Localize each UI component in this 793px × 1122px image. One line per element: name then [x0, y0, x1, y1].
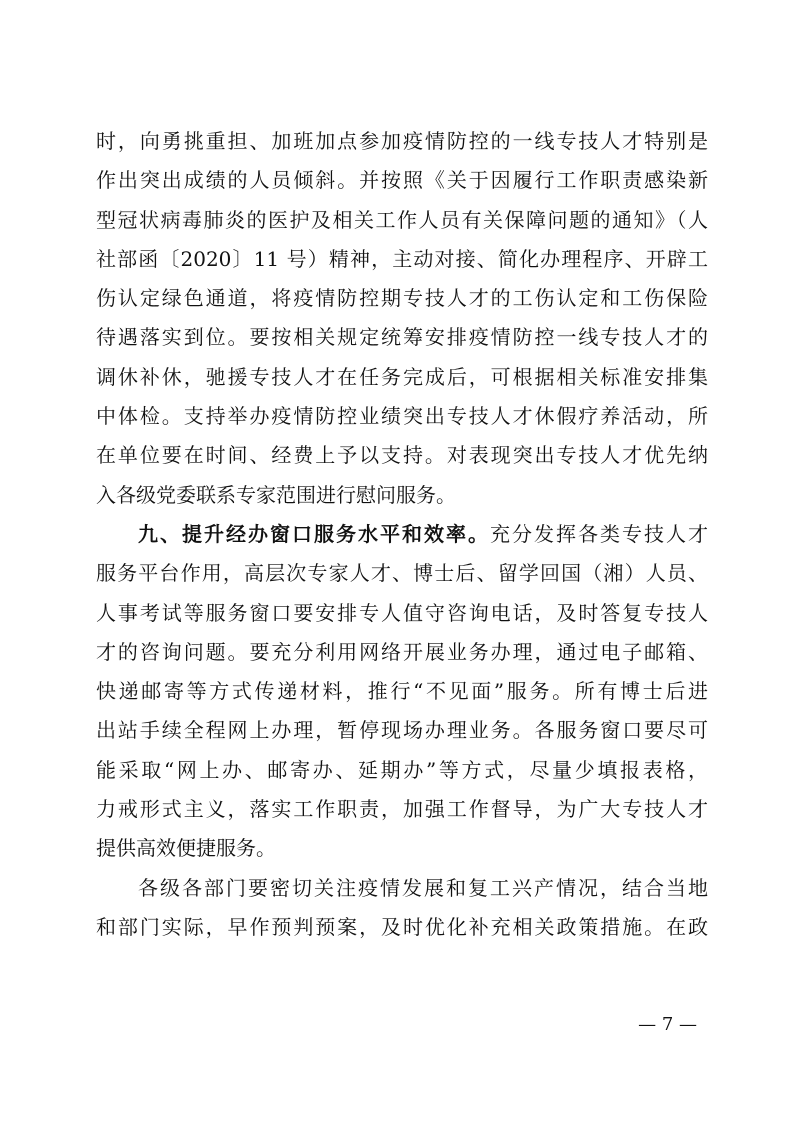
text-line: 型冠状病毒肺炎的医护及相关工作人员有关保障问题的通知》（人 — [96, 207, 708, 232]
text-line: 服务平台作用，高层次专家人才、博士后、留学回国（湘）人员、 — [96, 561, 708, 586]
text-line: 伤认定绿色通道，将疫情防控期专技人才的工伤认定和工伤保险 — [96, 286, 708, 311]
text-line: 出站手续全程网上办理，暂停现场办理业务。各服务窗口要尽可 — [96, 718, 708, 743]
text-line: 社部函〔2020〕11 号）精神，主动对接、简化办理程序、开辟工 — [96, 246, 708, 271]
text-line: 时，向勇挑重担、加班加点参加疫情防控的一线专技人才特别是 — [96, 129, 708, 153]
text-line: 作出突出成绩的人员倾斜。并按照《关于因履行工作职责感染新 — [96, 168, 708, 193]
text-line: 在单位要在时间、经费上予以支持。对表现突出专技人才优先纳 — [96, 443, 708, 468]
text-line: 中体检。支持举办疫情防控业绩突出专技人才休假疗养活动，所 — [96, 404, 708, 429]
page-number: — 7 — — [638, 1014, 697, 1035]
text-line: 能采取“网上办、邮寄办、延期办”等方式，尽量少填报表格， — [96, 757, 708, 782]
text-line: 各级各部门要密切关注疫情发展和复工兴产情况，结合当地 — [136, 875, 708, 900]
text-line: 待遇落实到位。要按相关规定统筹安排疫情防控一线专技人才的 — [96, 325, 708, 350]
section-heading: 九、提升经办窗口服务水平和效率。 — [136, 521, 490, 546]
text-line: 入各级党委联系专家范围进行慰问服务。 — [96, 482, 456, 507]
text-line: 力戒形式主义，落实工作职责，加强工作督导，为广大专技人才 — [96, 797, 708, 822]
text-line: 才的咨询问题。要充分利用网络开展业务办理，通过电子邮箱、 — [96, 639, 708, 664]
text-line: 和部门实际，早作预判预案，及时优化补充相关政策措施。在政 — [96, 914, 708, 939]
section-heading-line: 九、提升经办窗口服务水平和效率。充分发挥各类专技人才 — [136, 521, 708, 546]
text-line: 调休补休，驰援专技人才在任务完成后，可根据相关标准安排集 — [96, 364, 708, 389]
text-line: 提供高效便捷服务。 — [96, 836, 276, 861]
text-line: 人事考试等服务窗口要安排专人值守咨询电话，及时答复专技人 — [96, 600, 708, 625]
body-text — [96, 122, 708, 947]
text-line: 快递邮寄等方式传递材料，推行“不见面”服务。所有博士后进 — [96, 679, 708, 704]
